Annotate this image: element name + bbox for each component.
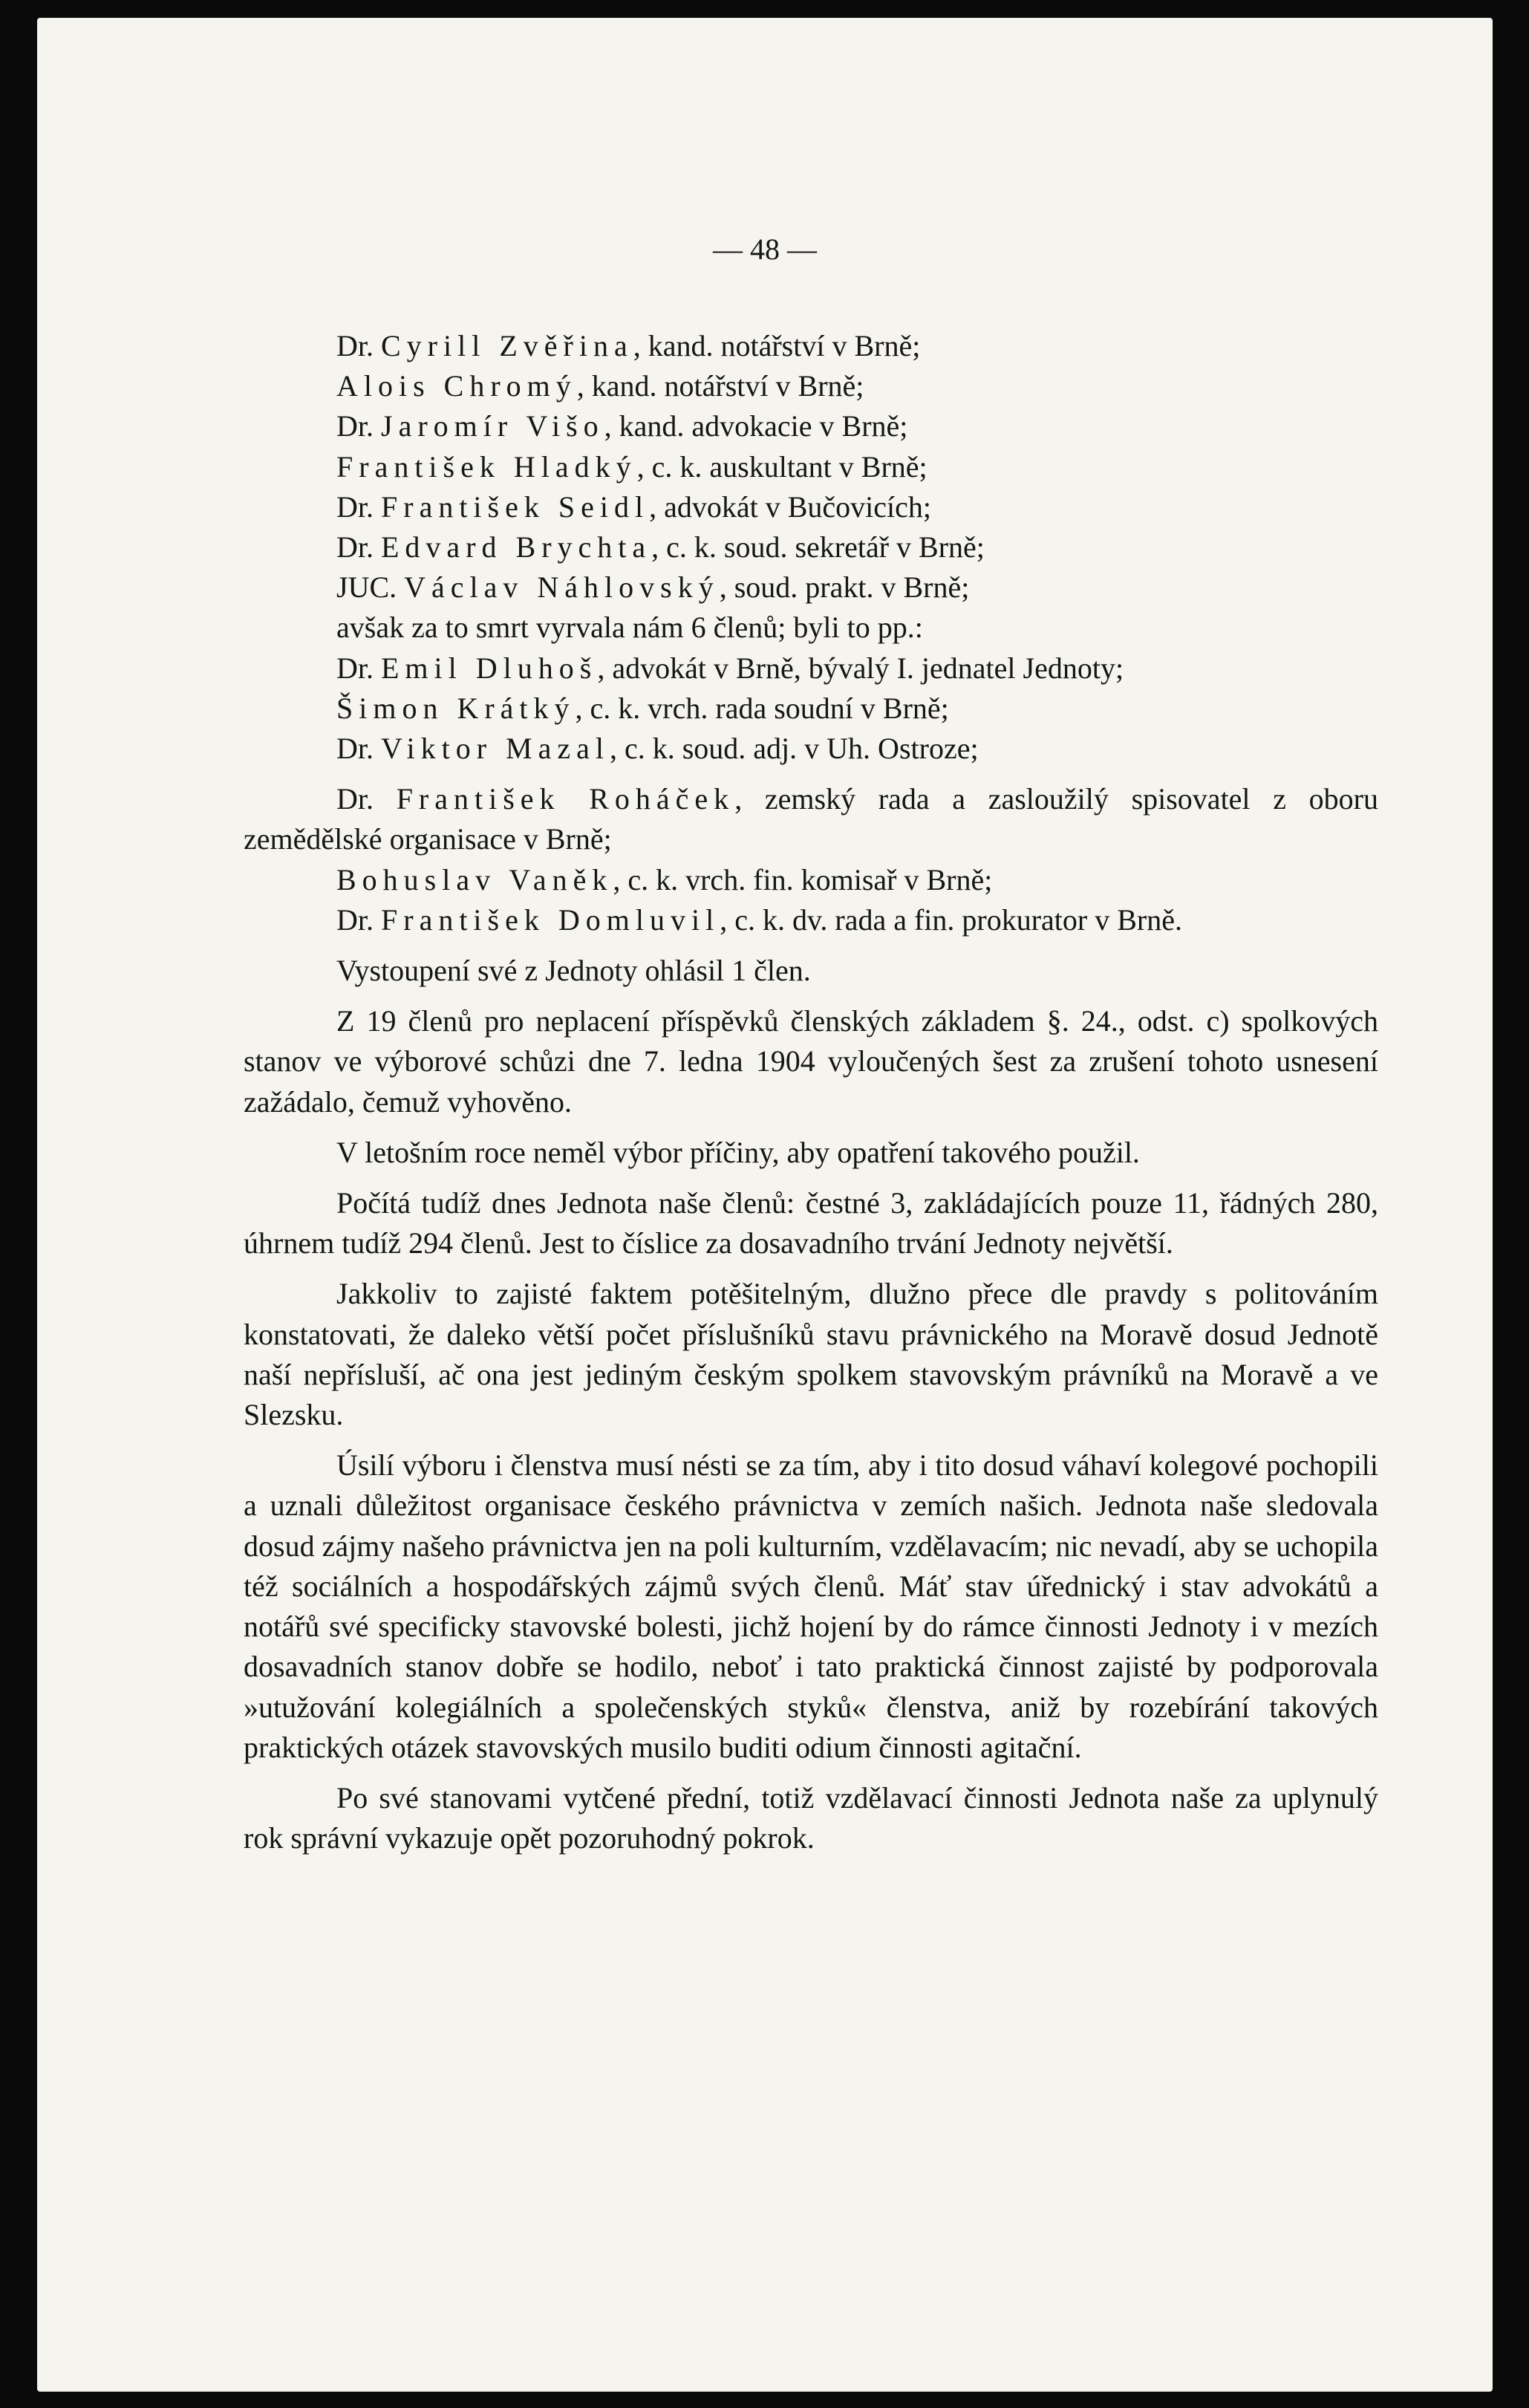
- member-name: Edvard Brychta: [381, 530, 652, 564]
- member-line: Alois Chromý, kand. notářství v Brně;: [336, 369, 864, 403]
- page-text: [244, 326, 1378, 1858]
- deceased-line: Dr. Emil Dluhoš, advokát v Brně, bývalý I. jednatel Jednoty;: [336, 651, 1124, 685]
- member-line: František Hladký, c. k. auskultant v Brně;: [336, 449, 927, 484]
- deceased-name: Viktor Mazal: [381, 732, 610, 766]
- member-line: Dr. Jaromír Višo, kand. advokacie v Brně;: [336, 409, 908, 443]
- member-name: Cyrill Zvěřina: [381, 329, 633, 362]
- deceased-line: Bohuslav Vaněk, c. k. vrch. fin. komisař v Brně;: [336, 862, 993, 897]
- member-name: Jaromír Višo: [381, 409, 604, 443]
- deceased-line: Dr. František Domluvil, c. k. dv. rada a fin. prokurator v Brně.: [336, 902, 1182, 937]
- page-number: — 48 —: [713, 232, 817, 266]
- paragraph: Jakkoliv to zajisté faktem potěšitelným, dlužno přece dle pravdy s politováním konstatovati, že daleko větší počet příslušníků stavu právnického na Moravě dosud Jednotě naší nepřísluší, ač ona jest jediným českým spolkem stavovským právníků na Moravě a ve Slezsku.: [244, 1277, 1378, 1432]
- paragraph: Počítá tudíž dnes Jednota naše členů: čestné 3, zakládajících pouze 11, řádných 280, úhrnem tudíž 294 členů. Jest to číslice za dosavadního trvání Jednoty největší.: [244, 1186, 1378, 1260]
- deceased-line: Dr. František Roháček, zemský rada a zasloužilý spisovatel z oboru zemědělské organisace v Brně;: [244, 782, 1378, 856]
- paragraph: Po své stanovami vytčené přední, totiž vzdělavací činnosti Jednota naše za uplynulý rok správní vykazuje opět pozoruhodný pokrok.: [244, 1780, 1378, 1855]
- deceased-name: František Roháček: [396, 782, 735, 816]
- member-line: Dr. František Seidl, advokát v Bučovicích;: [336, 489, 931, 524]
- member-line: Dr. Cyrill Zvěřina, kand. notářství v Brně;: [336, 329, 921, 362]
- member-name: František Hladký: [336, 449, 637, 484]
- paragraph: Vystoupení své z Jednoty ohlásil 1 člen.: [336, 954, 811, 988]
- paragraph: V letošním roce neměl výbor příčiny, aby opatření takového použil.: [336, 1135, 1140, 1169]
- book-page: [37, 18, 1493, 2392]
- member-line: JUC. Václav Náhlovský, soud. prakt. v Brně;: [336, 570, 970, 605]
- paragraph: Úsilí výboru i členstva musí nésti se za tím, aby i tito dosud váhaví kolegové pochopili a uznali důležitost organisace českého právnictva v zemích našich. Jednota naše sledovala dosud zájmy našeho právnictva jen na poli kulturním, vzdělavacím; nic nevadí, aby se uchopila též sociálních a hospodářských zájmů svých členů. Máť stav úřednický i stav advokátů a notářů své specificky stavovské bolesti, jichž hojení by do rámce činnosti Jednoty i v mezích dosavadních stanov dobře se hodilo, neboť i tato praktická činnost zajisté by podporovala »utužování kolegiálních a společenských styků« členstva, aniž by rozebírání takových praktických otázek stavovských musilo buditi odium činnosti agitační.: [244, 1448, 1378, 1764]
- member-name: František Seidl: [381, 489, 650, 524]
- deceased-intro: avšak za to smrt vyrvala nám 6 členů; byli to pp.:: [336, 611, 923, 645]
- member-line: Dr. Edvard Brychta, c. k. soud. sekretář v Brně;: [336, 530, 985, 564]
- deceased-line: Dr. Viktor Mazal, c. k. soud. adj. v Uh. Ostroze;: [336, 732, 979, 766]
- deceased-name: Šimon Krátký: [336, 691, 576, 725]
- member-name: Václav Náhlovský: [404, 570, 720, 605]
- deceased-name: Bohuslav Vaněk: [336, 862, 613, 897]
- member-name: Alois Chromý: [336, 369, 577, 403]
- paragraph: Z 19 členů pro neplacení příspěvků členských základem §. 24., odst. c) spolkových stanov ve výborové schůzi dne 7. ledna 1904 vyloučených šest za zrušení tohoto usnesení zažádalo, čemuž vyhověno.: [244, 1004, 1378, 1119]
- deceased-name: Emil Dluhoš: [381, 651, 598, 685]
- deceased-line: Šimon Krátký, c. k. vrch. rada soudní v Brně;: [336, 691, 949, 725]
- deceased-name: František Domluvil: [381, 902, 720, 937]
